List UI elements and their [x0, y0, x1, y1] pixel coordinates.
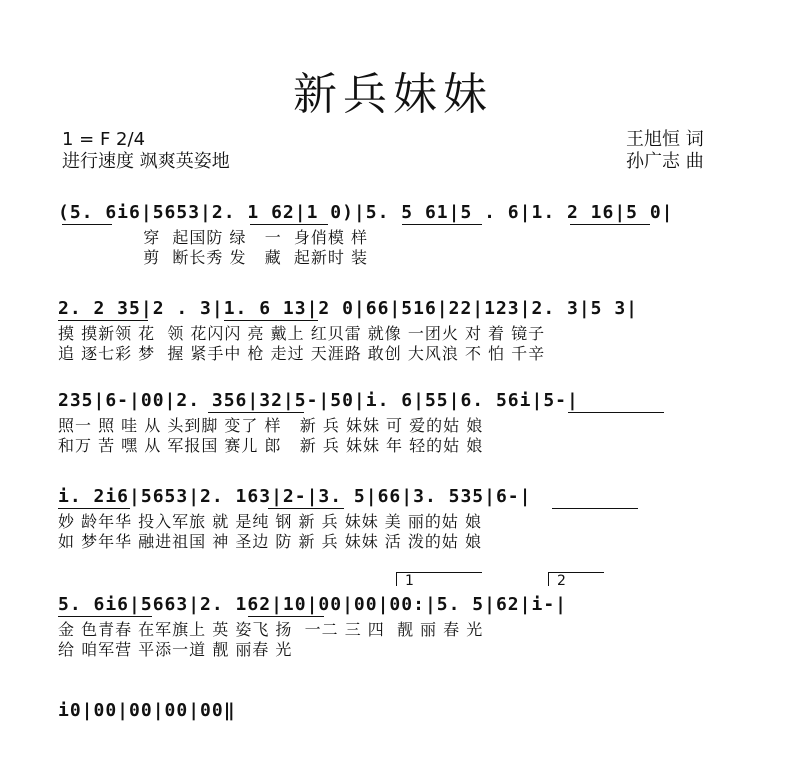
lyrics-row-3-verse-2: 和万 苦 嘿 从 军报国 赛儿 郎 新 兵 妹妹 年 轻的姑 娘 — [58, 436, 484, 455]
lyrics-row-5-verse-2: 给 咱军营 平添一道 靓 丽春 光 — [58, 640, 293, 659]
lyrics-row-2-verse-1: 摸 摸新领 花 领 花闪闪 亮 戴上 红贝雷 就像 一团火 对 着 镜子 — [58, 324, 546, 343]
notes-row-4: i. 2i6|5653|2. 163|2-|3. 5|66|3. 535|6-| — [58, 486, 532, 507]
notes-row-1: (5. 6i6|5653|2. 1 62|1 0)|5. 5 61|5 . 6|1. 2 16|5 0| — [58, 202, 674, 223]
notes-row-6: i0|00|00|00|00‖ — [58, 700, 236, 721]
volta-1: 1 — [396, 572, 482, 586]
notes-row-5: 5. 6i6|5663|2. 162|10|00|00|00:|5. 5|62|i-| — [58, 594, 567, 615]
composer-credit: 孙广志 曲 — [626, 151, 704, 172]
notes-row-3: 235|6-|00|2. 356|32|5-|50|i. 6|55|6. 56i|5-| — [58, 390, 579, 411]
lyrics-row-5-verse-1: 金 色青春 在军旗上 英 姿飞 扬 一二 三 四 靓 丽 春 光 — [58, 620, 484, 639]
lyrics-row-1-verse-1: 穿 起国防 绿 一 身俏模 样 — [58, 228, 368, 247]
lyricist-credit: 王旭恒 词 — [626, 129, 704, 150]
song-title: 新兵妹妹 — [293, 69, 493, 120]
lyrics-row-2-verse-2: 追 逐七彩 梦 握 紧手中 枪 走过 天涯路 敢创 大风浪 不 怕 千辛 — [58, 344, 546, 363]
notes-row-2: 2. 2 35|2 . 3|1. 6 13|2 0|66|516|22|123|2. 3|5 3| — [58, 298, 639, 319]
tempo-marking: 进行速度 飒爽英姿地 — [62, 151, 230, 172]
lyrics-row-4-verse-2: 如 梦年华 融进祖国 神 圣边 防 新 兵 妹妹 活 泼的姑 娘 — [58, 532, 482, 551]
lyrics-row-3-verse-1: 照一 照 哇 从 头到脚 变了 样 新 兵 妹妹 可 爱的姑 娘 — [58, 416, 484, 435]
key-signature: 1 = F 2/4 — [62, 129, 146, 150]
volta-2: 2 — [548, 572, 604, 586]
lyrics-row-4-verse-1: 妙 龄年华 投入军旅 就 是纯 钢 新 兵 妹妹 美 丽的姑 娘 — [58, 512, 482, 531]
lyrics-row-1-verse-2: 剪 断长秀 发 藏 起新时 装 — [58, 248, 368, 267]
